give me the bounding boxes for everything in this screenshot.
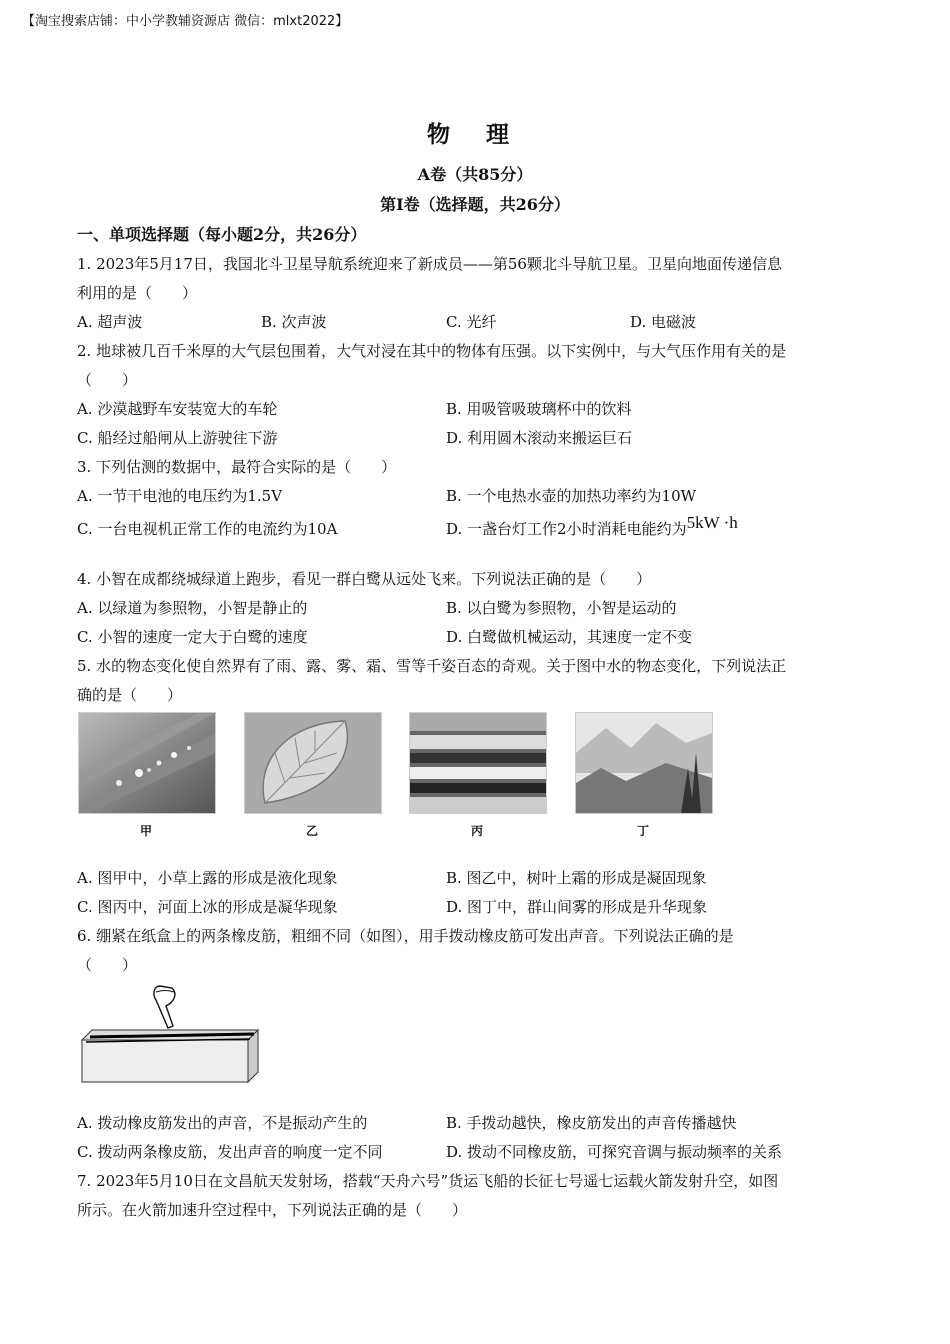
q1-stem-line2: 利用的是（ ）: [77, 284, 198, 302]
q5-option-d: D. 图丁中，群山间雾的形成是升华现象: [446, 898, 708, 916]
q2-option-c: C. 船经过船闸从上游驶往下游: [77, 429, 278, 447]
caption-yi: 乙: [305, 824, 318, 838]
q6-option-c: C. 拨动两条橡皮筋，发出声音的响度一定不同: [77, 1143, 383, 1161]
q3-option-d: [446, 513, 738, 539]
q2-option-b: B. 用吸管吸玻璃杯中的饮料: [446, 400, 632, 418]
q3-option-c: C. 一台电视机正常工作的电流约为10A: [77, 520, 338, 538]
q5-stem-line2: 确的是（ ）: [77, 686, 183, 704]
caption-bing: 丙: [470, 824, 483, 838]
frost-on-leaf-photo: [244, 712, 382, 814]
rubber-band-box-figure: [78, 982, 260, 1086]
q7-stem-line2: 所示。在火箭加速升空过程中，下列说法正确的是（ ）: [77, 1201, 468, 1219]
q7-stem-line1: 7. 2023年5月10日在文昌航天发射场，搭载“天舟六号”货运飞船的长征七号遥七运载火箭发射升空，如图: [77, 1172, 779, 1190]
subtitle-part1: 第Ⅰ卷（选择题，共26分）: [380, 195, 570, 214]
q5-option-c: C. 图丙中，河面上冰的形成是凝华现象: [77, 898, 338, 916]
q3-option-d-text: D. 一盏台灯工作2小时消耗电能约为: [446, 520, 687, 538]
q1-option-a: A. 超声波: [77, 313, 143, 331]
q3-option-b: B. 一个电热水壶的加热功率约为10W: [446, 487, 697, 505]
subtitle-a: A卷（共85分）: [417, 165, 533, 184]
q2-stem-line2: （ ）: [77, 371, 138, 389]
q3-stem-line1: 3. 下列估测的数据中，最符合实际的是（ ）: [77, 458, 397, 476]
caption-jia: 甲: [139, 824, 152, 838]
q5-stem-line1: 5. 水的物态变化使自然界有了雨、露、雾、霜、雪等千姿百态的奇观。关于图中水的物态变化，下列说法正: [77, 657, 787, 675]
q1-stem-line1: 1. 2023年5月17日，我国北斗卫星导航系统迎来了新成员——第56颗北斗导航卫星。卫星向地面传递信息: [77, 255, 782, 273]
q4-stem-line1: 4. 小智在成都绕城绿道上跑步，看见一群白鹭从远处飞来。下列说法正确的是（ ）: [77, 570, 652, 588]
q1-option-c: C. 光纤: [446, 313, 497, 331]
q3-option-d-unit: 5kW ·h: [686, 513, 738, 532]
q2-option-a: A. 沙漠越野车安装宽大的车轮: [77, 400, 278, 418]
section-heading: 一、单项选择题（每小题2分，共26分）: [77, 225, 367, 244]
q2-stem-line1: 2. 地球被几百千米厚的大气层包围着，大气对浸在其中的物体有压强。以下实例中，与大气压作用有关的是: [77, 342, 787, 360]
page-header: 【淘宝搜索店铺：中小学教辅资源店 微信：mlxt2022】: [22, 14, 349, 29]
q6-option-a: A. 拨动橡皮筋发出的声音，不是振动产生的: [77, 1114, 368, 1132]
q4-option-c: C. 小智的速度一定大于白鹭的速度: [77, 628, 308, 646]
q6-stem-line2: （ ）: [77, 956, 138, 974]
q6-stem-line1: 6. 绷紧在纸盒上的两条橡皮筋，粗细不同（如图），用手拨动橡皮筋可发出声音。下列说法正确的是: [77, 927, 734, 945]
q1-option-d: D. 电磁波: [630, 313, 697, 331]
q5-option-b: B. 图乙中，树叶上霜的形成是凝固现象: [446, 869, 707, 887]
fog-mountains-photo: [575, 712, 713, 814]
q6-option-d: D. 拨动不同橡皮筋，可探究音调与振动频率的关系: [446, 1143, 783, 1161]
q6-option-b: B. 手拨动越快，橡皮筋发出的声音传播越快: [446, 1114, 737, 1132]
q3-option-a: A. 一节干电池的电压约为1.5V: [77, 487, 283, 505]
q1-option-b: B. 次声波: [261, 313, 327, 331]
dew-on-grass-photo: [78, 712, 216, 814]
q4-option-d: D. 白鹭做机械运动，其速度一定不变: [446, 628, 693, 646]
q4-option-b: B. 以白鹭为参照物，小智是运动的: [446, 599, 677, 617]
caption-ding: 丁: [636, 824, 649, 838]
q4-option-a: A. 以绿道为参照物，小智是静止的: [77, 599, 308, 617]
q5-option-a: A. 图甲中，小草上露的形成是液化现象: [77, 869, 338, 887]
frozen-river-photo: [409, 712, 547, 814]
page-title: 物 理: [426, 121, 523, 148]
q2-option-d: D. 利用圆木滚动来搬运巨石: [446, 429, 633, 447]
